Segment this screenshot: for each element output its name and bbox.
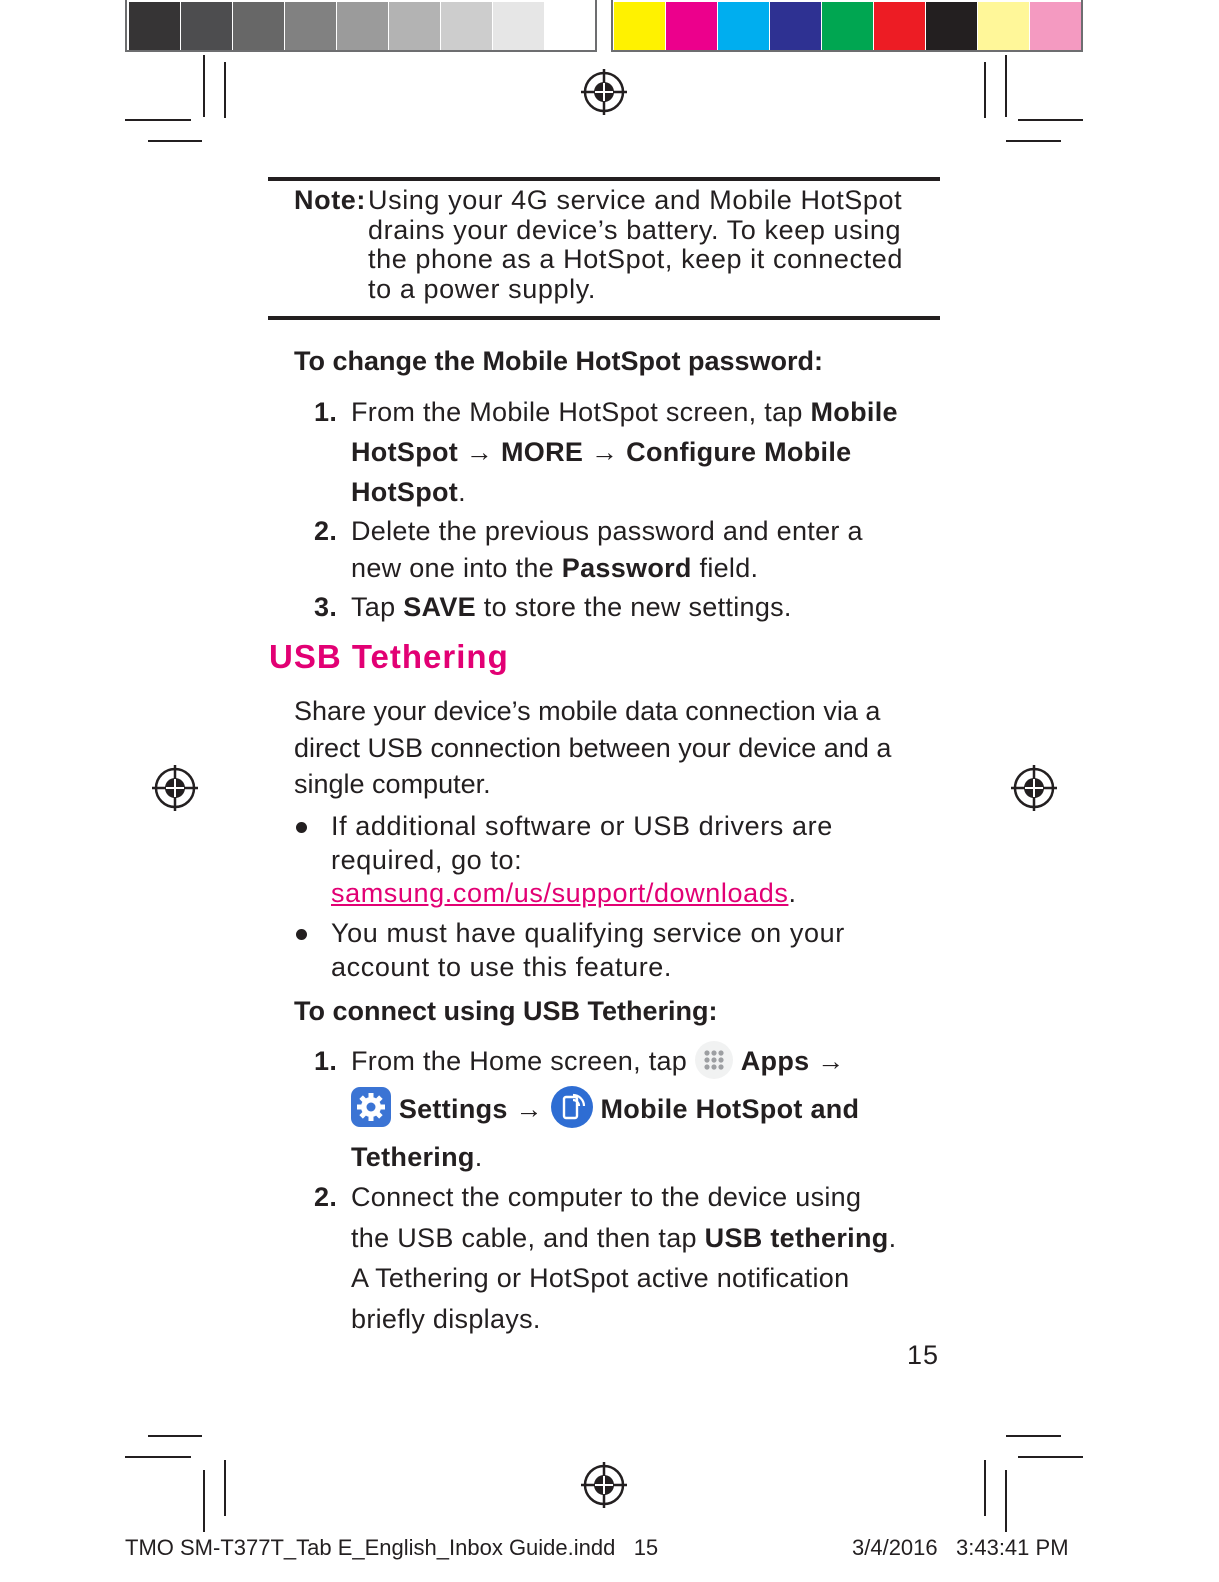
registration-mark-icon [581,69,627,115]
crop-mark [125,119,191,121]
step-bold: Tethering [351,1142,475,1172]
registration-mark-icon [581,1462,627,1508]
crop-mark [203,1470,205,1532]
bullet-text: You must have qualifying service on your [331,918,845,948]
bullet-text: account to use this feature. [331,951,672,982]
step-number: 1. [314,1046,338,1076]
step-bold: MORE [501,437,584,467]
color-bar-frame [611,0,1083,52]
registration-mark-icon [1011,765,1057,811]
arrow-icon: → [465,437,494,467]
step-number: 3. [314,592,338,622]
apps-icon [695,1041,733,1079]
crop-mark [224,1460,226,1516]
note-line: Using your 4G service and Mobile HotSpot [368,185,903,215]
step-text: . [888,1222,897,1253]
note-line: drains your device’s battery. To keep using [368,214,902,245]
gray-bar-frame [125,0,597,52]
note-bottom-rule [268,316,940,320]
step-text: From the Home screen, tap [351,1046,695,1076]
step-text: to store the new settings. [475,592,792,622]
crop-mark [148,1435,202,1437]
intro-line: Share your device’s mobile data connection via a [294,696,881,726]
connect-heading: To connect using USB Tethering: [294,996,718,1026]
step-bold: USB tethering [704,1222,889,1253]
section-title: USB Tethering [269,638,509,675]
usb-intro [294,693,944,803]
crop-mark [1006,1435,1061,1437]
step-text: Tap [351,592,404,622]
mobile-hotspot-icon [551,1086,593,1128]
crop-mark [1018,119,1083,121]
crop-mark [224,62,226,118]
step-text: Delete the previous password and enter a [351,516,863,546]
password-heading: To change the Mobile HotSpot password: [294,346,824,376]
note-text [368,186,928,304]
intro-line: single computer. [294,769,491,799]
step-text: From the Mobile HotSpot screen, tap [351,397,811,427]
step-text: new one into the [351,553,562,583]
page-number: 15 [907,1340,940,1370]
step-text: . [458,477,466,507]
step-text: the USB cable, and then tap [351,1222,705,1253]
step-text: briefly displays. [351,1303,541,1334]
crop-mark [1005,1470,1007,1532]
arrow-icon: → [817,1046,845,1076]
step-bold: Settings [398,1094,508,1124]
step-bold: Apps [740,1046,810,1076]
note-line: to a power supply. [368,273,596,304]
step-text: . [474,1142,483,1172]
step-bold: Password [561,553,692,583]
bullet-text: . [788,878,797,908]
crop-mark [1005,55,1007,117]
support-downloads-link[interactable]: samsung.com/us/support/downloads [331,878,789,908]
note-top-rule [268,177,940,181]
intro-line: direct USB connection between your device and a [294,732,892,763]
step-text: Connect the computer to the device using [351,1182,862,1212]
bullet-icon [296,929,307,940]
footer-filename: TMO SM-T377T_Tab E_English_Inbox Guide.indd 15 [125,1535,659,1560]
crop-mark [984,1460,986,1516]
crop-mark [984,62,986,118]
settings-icon [351,1087,391,1127]
step-bold: SAVE [403,592,476,622]
step-number: 2. [314,516,338,546]
step-bold: Mobile HotSpot and [600,1094,860,1124]
note-label: Note: [294,185,366,215]
step-number: 2. [314,1182,338,1212]
bullet-icon [296,822,307,833]
crop-mark [1018,1456,1083,1458]
step-bold: Mobile [810,397,898,427]
step-number: 1. [314,397,338,427]
step-text: A Tethering or HotSpot active notification [351,1263,850,1293]
step-text: field. [691,553,759,583]
crop-mark [1006,140,1061,142]
step-bold: Configure Mobile [626,437,852,467]
crop-mark [203,55,205,117]
footer-date: 3/4/2016 [852,1535,938,1560]
step-bold: HotSpot [351,477,459,507]
note-line: the phone as a HotSpot, keep it connected [368,244,903,275]
step-bold: HotSpot [351,437,459,467]
arrow-icon: → [515,1094,543,1124]
registration-mark-icon [152,765,198,811]
footer-time: 3:43:41 PM [956,1535,1069,1560]
arrow-icon: → [591,437,619,467]
bullet-text: If additional software or USB drivers are [331,811,833,841]
bullet-text: required, go to: [331,844,523,875]
crop-mark [148,140,202,142]
crop-mark [125,1456,191,1458]
